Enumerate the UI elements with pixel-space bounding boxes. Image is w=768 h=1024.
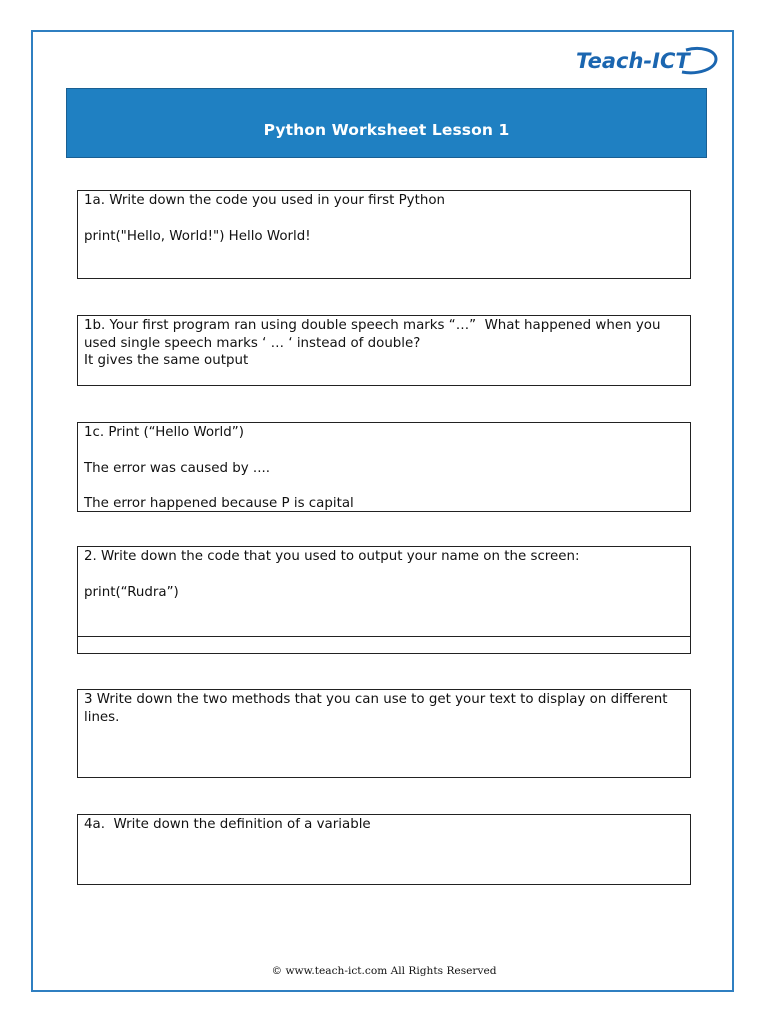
title-banner <box>66 88 707 158</box>
svg-text:Teach-ICT: Teach-ICT <box>576 49 690 73</box>
teach-ict-logo <box>574 44 719 78</box>
question-box-4a <box>77 814 691 885</box>
answer-text[interactable]: print(“Rudra”) <box>84 584 179 600</box>
question-text: 1c. Print (“Hello World”) <box>84 425 244 440</box>
question-text: used single speech marks ‘ … ‘ instead of double? <box>84 335 421 351</box>
question-text: 4a. Write down the definition of a variable <box>84 817 371 832</box>
question-text: 1a. Write down the code you used in your first Python <box>84 193 446 208</box>
question-text: 3 Write down the two methods that you can use to get your text to display on different <box>84 692 668 707</box>
teach-ict-logo-icon <box>574 44 719 78</box>
answer-text[interactable]: It gives the same output <box>84 353 249 368</box>
question-text: lines. <box>84 709 120 725</box>
footer-copyright: © www.teach-ict.com All Rights Reserved <box>271 965 497 977</box>
question-text: 2. Write down the code that you used to output your name on the screen: <box>84 549 580 564</box>
question-text: 1b. Your first program ran using double speech marks “…” What happened when you <box>84 318 661 333</box>
answer-text[interactable]: The error happened because P is capital <box>84 496 354 511</box>
question-box-1c <box>77 422 691 512</box>
answer-text[interactable]: print("Hello, World!") Hello World! <box>84 228 311 244</box>
question-box-1b <box>77 315 691 386</box>
answer-divider <box>78 636 690 637</box>
page-title: Python Worksheet Lesson 1 <box>263 121 510 139</box>
answer-text[interactable]: The error was caused by .... <box>84 460 270 476</box>
question-box-1a <box>77 190 691 279</box>
question-box-2 <box>77 546 691 654</box>
question-box-3 <box>77 689 691 778</box>
